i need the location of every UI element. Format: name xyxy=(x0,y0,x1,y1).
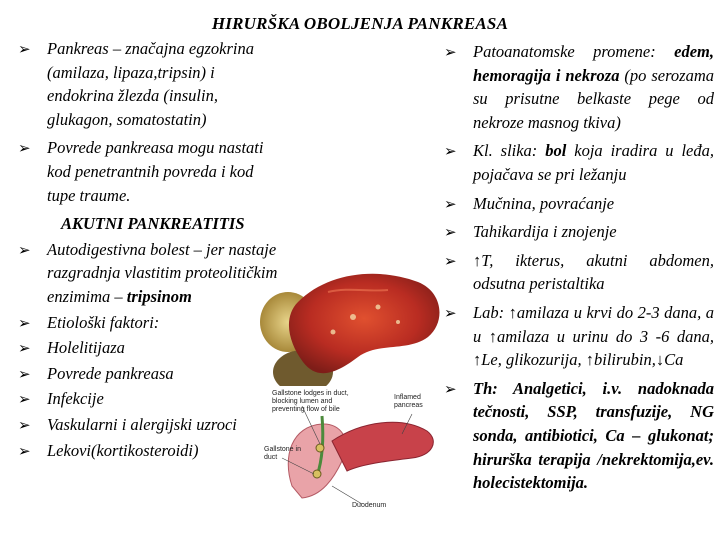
item-line: Pankreas – značajna egzokrina xyxy=(47,39,254,58)
item-line: (amilaza, lipaza,tripsin) i xyxy=(47,62,215,82)
list-item xyxy=(18,37,338,131)
item-line: Infekcije xyxy=(47,389,104,409)
list-item xyxy=(444,377,714,495)
arrow-bullet-icon: ➢ xyxy=(444,43,457,61)
arrow-bullet-icon: ➢ xyxy=(444,303,457,322)
item-text: koja iradira u leđa, pojačava se pri ležanju xyxy=(473,141,714,184)
diagram-label: Duodenum xyxy=(352,502,387,509)
item-line: Etiološki faktori: xyxy=(47,312,160,332)
item-line: Povrede pankreasa xyxy=(47,363,174,383)
item-text: ↑T, ikterus, akutni abdomen, odsutna peristaltika xyxy=(473,250,714,294)
item-text: (po serozama su prisutne belkaste pege od nekroze masnog tkiva) xyxy=(473,65,714,132)
arrow-bullet-icon: ➢ xyxy=(444,142,457,161)
arrow-bullet-icon: ➢ xyxy=(444,379,457,398)
diagram-label: Inflamed pancreas xyxy=(394,394,423,409)
list-item xyxy=(444,301,714,372)
arrow-bullet-icon: ➢ xyxy=(18,240,31,259)
list-item xyxy=(444,220,714,244)
arrow-bullet-icon: ➢ xyxy=(18,364,31,383)
arrow-bullet-icon: ➢ xyxy=(18,139,31,158)
item-line: Holelitijaza xyxy=(47,338,125,358)
right-column xyxy=(444,40,714,500)
diagram-label: Gallstone lodges in duct, blocking lumen and preventing flow of bile xyxy=(272,390,349,413)
list-item xyxy=(444,40,714,134)
arrow-bullet-icon: ➢ xyxy=(18,339,31,358)
item-text: Patoanatomske promene: xyxy=(473,42,675,61)
arrow-bullet-icon: ➢ xyxy=(18,415,31,434)
section-subtitle: AKUTNI PANKREATITIS xyxy=(61,214,245,234)
item-line: razgradnja vlastitim proteolitičkim xyxy=(47,263,278,283)
page-title: HIRURŠKA OBOLJENJA PANKREASA xyxy=(211,14,509,33)
list-item xyxy=(444,139,714,186)
arrow-bullet-icon: ➢ xyxy=(18,40,31,58)
item-line: Lekovi(kortikosteroidi) xyxy=(47,440,199,460)
item-line: endokrina žlezda (insulin, xyxy=(47,86,218,106)
item-emphasis: hemoragija i nekroza xyxy=(473,65,620,85)
list-item xyxy=(18,136,338,207)
list-item xyxy=(444,249,714,296)
item-text: enzimima – xyxy=(47,286,127,306)
arrow-bullet-icon: ➢ xyxy=(18,390,31,409)
arrow-bullet-icon: ➢ xyxy=(444,194,457,213)
item-text: Mučnina, povraćanje xyxy=(473,193,615,213)
arrow-bullet-icon: ➢ xyxy=(18,313,31,332)
item-line: kod penetrantnih povreda i kod xyxy=(47,161,254,181)
item-line: Autodigestivna bolest – jer nastaje xyxy=(47,239,277,259)
item-line: glukagon, somatostatin) xyxy=(47,109,207,129)
item-emphasis: bol xyxy=(545,141,567,161)
item-line: Vaskularni i alergijski uzroci xyxy=(47,414,237,434)
item-text: Lab: ↑amilaza u krvi do 2-3 dana, a u ↑amilaza u urinu do 3 -6 dana, ↑Le, glikozurija, ↑bilirubin,↓Ca xyxy=(473,302,714,370)
item-emphasis: tripsinom xyxy=(126,286,192,306)
pancreas-image xyxy=(258,262,448,402)
list-item xyxy=(444,192,714,216)
item-text: Th: Analgetici, i.v. nadoknada tečnosti, SSP, transfuzije, NG sonda, antibiotici, Ca – glukonat; hirurška terapija /nekrektomija,ev. holecistektomija. xyxy=(473,378,714,493)
item-text: Tahikardija i znojenje xyxy=(473,222,617,242)
item-line: Povrede pankreasa mogu nastati xyxy=(47,138,264,158)
arrow-bullet-icon: ➢ xyxy=(444,251,457,270)
item-emphasis: edem, xyxy=(674,42,714,61)
arrow-bullet-icon: ➢ xyxy=(444,223,457,242)
item-text: Kl. slika: xyxy=(473,141,546,161)
arrow-bullet-icon: ➢ xyxy=(18,441,31,460)
diagram-label: Gallstone in duct xyxy=(264,446,301,461)
item-line: tupe traume. xyxy=(47,185,131,205)
gallstone-diagram xyxy=(262,386,446,514)
